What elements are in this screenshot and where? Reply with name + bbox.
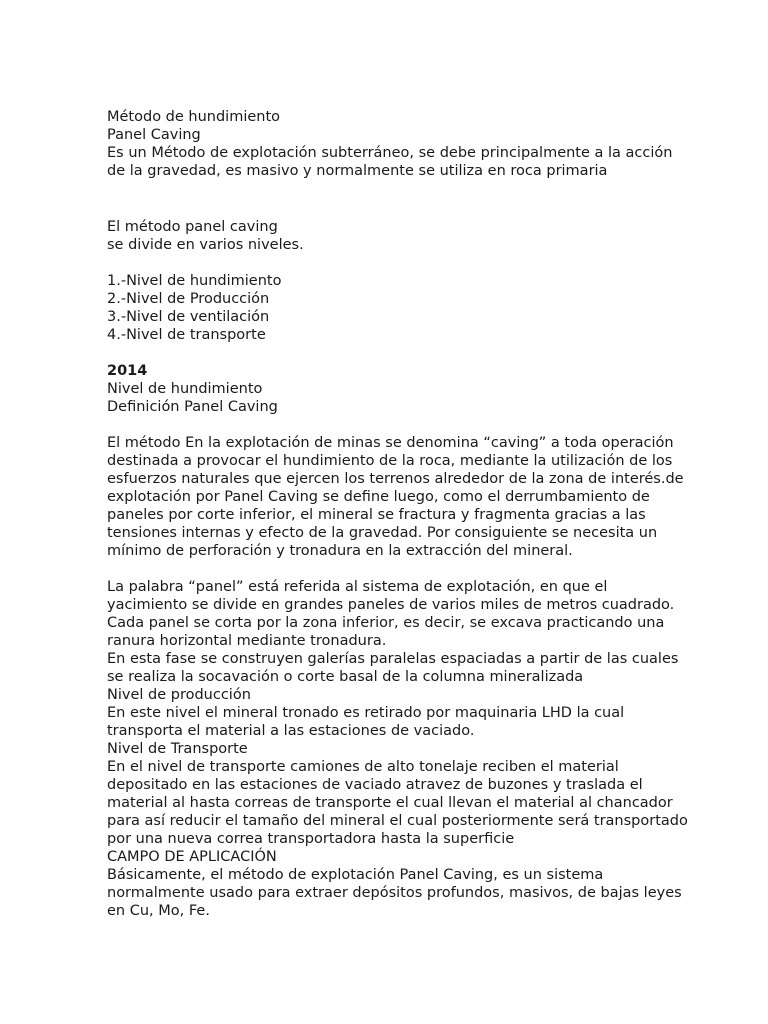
spacer (107, 208, 687, 218)
intro-line: Es un Método de explotación subterráneo, se debe principalmente a la acción (107, 145, 673, 161)
production-line: transporta el material a las estaciones de vaciado. (107, 723, 475, 739)
transport-line: material al hasta correas de transporte el cual llevan el material al chancador (107, 795, 673, 811)
application-line: Básicamente, el método de explotación Panel Caving, es un sistema (107, 867, 604, 883)
production-heading: Nivel de producción (107, 687, 251, 703)
document-subtitle: Panel Caving (107, 127, 201, 143)
intro-line: de la gravedad, es masivo y normalmente se utiliza en roca primaria (107, 163, 608, 179)
levels-intro-line: se divide en varios niveles. (107, 237, 304, 253)
definition-line: destinada a provocar el hundimiento de la roca, mediante la utilización de los (107, 453, 673, 469)
transport-line: para así reducir el tamaño del mineral el cual posteriormente será transportado (107, 813, 688, 829)
document-body (107, 108, 687, 920)
transport-heading: Nivel de Transporte (107, 741, 248, 757)
production-line: En este nivel el mineral tronado es retirado por maquinaria LHD la cual (107, 705, 625, 721)
spacer (107, 344, 687, 362)
level-list-item: 4.-Nivel de transporte (107, 327, 266, 343)
panel-line: La palabra “panel” está referida al sistema de explotación, en que el (107, 579, 608, 595)
transport-line: En el nivel de transporte camiones de alto tonelaje reciben el material (107, 759, 619, 775)
level-list-item: 2.-Nivel de Producción (107, 291, 270, 307)
transport-line: por una nueva correa transportadora hasta la superficie (107, 831, 515, 847)
spacer (107, 254, 687, 272)
spacer (107, 416, 687, 434)
transport-line: depositado en las estaciones de vaciado atravez de buzones y traslada el (107, 777, 643, 793)
section-heading: Definición Panel Caving (107, 399, 278, 415)
definition-line: mínimo de perforación y tronadura en la extracción del mineral. (107, 543, 573, 559)
level-list-item: 3.-Nivel de ventilación (107, 309, 270, 325)
application-line: normalmente usado para extraer depósitos profundos, masivos, de bajas leyes (107, 885, 682, 901)
definition-line: tensiones internas y efecto de la gravedad. Por consiguiente se necesita un (107, 525, 658, 541)
definition-line: explotación por Panel Caving se define luego, como el derrumbamiento de (107, 489, 650, 505)
definition-line: paneles por corte inferior, el mineral se fractura y fragmenta gracias a las (107, 507, 646, 523)
panel-line: Cada panel se corta por la zona inferior, es decir, se excava practicando una (107, 615, 665, 631)
spacer (107, 180, 687, 208)
level-list-item: 1.-Nivel de hundimiento (107, 273, 282, 289)
definition-line: El método En la explotación de minas se denomina “caving” a toda operación (107, 435, 674, 451)
spacer (107, 560, 687, 578)
section-heading: Nivel de hundimiento (107, 381, 263, 397)
application-heading: CAMPO DE APLICACIÓN (107, 849, 277, 865)
panel-line: En esta fase se construyen galerías paralelas espaciadas a partir de las cuales (107, 651, 679, 667)
application-line: en Cu, Mo, Fe. (107, 903, 210, 919)
panel-line: ranura horizontal mediante tronadura. (107, 633, 387, 649)
section-year: 2014 (107, 363, 148, 379)
levels-intro-line: El método panel caving (107, 219, 278, 235)
definition-line: esfuerzos naturales que ejercen los terrenos alrededor de la zona de interés.de (107, 471, 684, 487)
document-title: Método de hundimiento (107, 109, 281, 125)
panel-line: se realiza la socavación o corte basal de la columna mineralizada (107, 669, 584, 685)
panel-line: yacimiento se divide en grandes paneles de varios miles de metros cuadrado. (107, 597, 675, 613)
